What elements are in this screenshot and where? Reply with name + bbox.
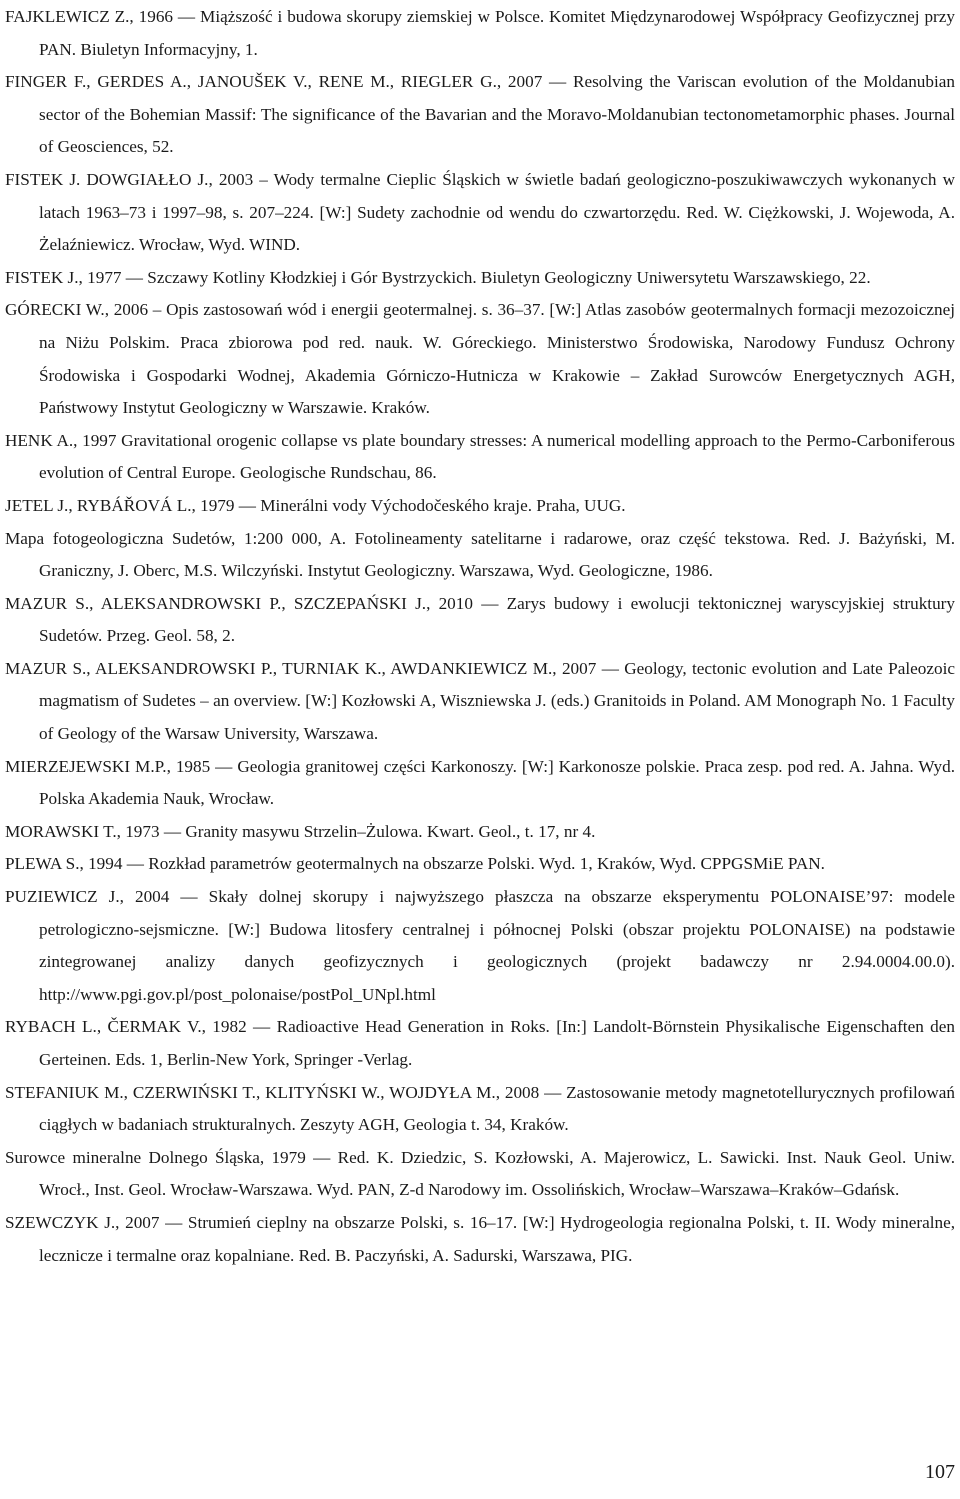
reference-entry: GÓRECKI W., 2006 – Opis zastosowań wód i energii geotermalnej. s. 36–37. [W:] Atlas zasobów geotermalnych formacji mezozoicznej na Niżu Polskim. Praca zbiorowa pod red. nauk. W. Góreckiego. Ministerstwo Środowiska, Narodowy Fundusz Ochrony Środowiska i Gospodarki Wodnej, Akademia Górniczo-Hutnicza w Krakowie – Zakład Surowców Energetycznych AGH, Państwowy Instytut Geologiczny w Warszawie. Kraków. <box>5 300 955 418</box>
reference-entry: PUZIEWICZ J., 2004 — Skały dolnej skorupy i najwyższego płaszcza na obszarze eksperymentu POLONAISE’97: modele petrologiczno-sejsmiczne. [W:] Budowa litosfery centralnej i północnej Polski (obszar projektu POLONAISE) na podstawie zintegrowanej analizy danych geofizycznych i geologicznych (projekt badawczy nr 2.94.0004.00.0). http://www.pgi.gov.pl/post_polonaise/postPol_UNpl.html <box>5 887 955 1004</box>
reference-entry: MAZUR S., ALEKSANDROWSKI P., SZCZEPAŃSKI J., 2010 — Zarys budowy i ewolucji tektonicznej waryscyjskiej struktury Sudetów. Przeg. Geol. 58, 2. <box>5 593 955 646</box>
reference-entry: PLEWA S., 1994 — Rozkład parametrów geotermalnych na obszarze Polski. Wyd. 1, Kraków, Wyd. CPPGSMiE PAN. <box>5 854 825 874</box>
reference-entry: Surowce mineralne Dolnego Śląska, 1979 — Red. K. Dziedzic, S. Kozłowski, A. Majerowicz, L. Sawicki. Inst. Nauk Geol. Uniw. Wrocł., Inst. Geol. Wrocław-Warszawa. Wyd. PAN, Z-d Narodowy im. Ossolińskich, Wrocław–Warszawa–Kraków–Gdańsk. <box>5 1147 955 1200</box>
page-number: 107 <box>925 1461 955 1483</box>
reference-list <box>5 1 955 1272</box>
reference-entry: Mapa fotogeologiczna Sudetów, 1:200 000, A. Fotolineamenty satelitarne i radarowe, oraz część tekstowa. Red. J. Bażyński, M. Graniczny, J. Oberc, M.S. Wilczyński. Instytut Geologiczny. Warszawa, Wyd. Geologiczne, 1986. <box>5 528 955 581</box>
reference-entry: FISTEK J., 1977 — Szczawy Kotliny Kłodzkiej i Gór Bystrzyckich. Biuletyn Geologiczny Uniwersytetu Warszawskiego, 22. <box>5 267 871 287</box>
reference-entry: RYBACH L., ČERMAK V., 1982 — Radioactive Head Generation in Roks. [In:] Landolt-Börnstein Physikalische Eigenschaften den Gerteinen. Eds. 1, Berlin-New York, Springer -Verlag. <box>5 1017 955 1069</box>
reference-entry: STEFANIUK M., CZERWIŃSKI T., KLITYŃSKI W., WOJDYŁA M., 2008 — Zastosowanie metody magnetotellurycznych profilowań ciągłych w badaniach strukturalnych. Zeszyty AGH, Geologia t. 34, Kraków. <box>5 1082 955 1135</box>
reference-entry: HENK A., 1997 Gravitational orogenic collapse vs plate boundary stresses: A numerical modelling approach to the Permo-Carboniferous evolution of Central Europe. Geologische Rundschau, 86. <box>5 430 955 483</box>
reference-entry: JETEL J., RYBÁŘOVÁ L., 1979 — Minerálni vody Východočeského kraje. Praha, UUG. <box>5 495 626 515</box>
reference-entry: SZEWCZYK J., 2007 — Strumień cieplny na obszarze Polski, s. 16–17. [W:] Hydrogeologia regionalna Polski, t. II. Wody mineralne, lecznicze i termalne oraz kopalniane. Red. B. Paczyński, A. Sadurski, Warszawa, PIG. <box>5 1212 955 1265</box>
reference-entry: FAJKLEWICZ Z., 1966 — Miąższość i budowa skorupy ziemskiej w Polsce. Komitet Międzynarodowej Współpracy Geofizycznej przy PAN. Biuletyn Informacyjny, 1. <box>5 7 955 59</box>
reference-entry: FISTEK J. DOWGIAŁŁO J., 2003 – Wody termalne Cieplic Śląskich w świetle badań geologiczno-poszukiwawczych wykonanych w latach 1963–73 i 1997–98, s. 207–224. [W:] Sudety zachodnie od wendu do czwartorzędu. Red. W. Ciężkowski, J. Wojewoda, A. Żelaźniewicz. Wrocław, Wyd. WIND. <box>5 169 955 255</box>
reference-entry: MIERZEJEWSKI M.P., 1985 — Geologia granitowej części Karkonoszy. [W:] Karkonosze polskie. Praca zesp. pod red. A. Jahna. Wyd. Polska Akademia Nauk, Wrocław. <box>5 756 955 809</box>
reference-entry: MORAWSKI T., 1973 — Granity masywu Strzelin–Żulowa. Kwart. Geol., t. 17, nr 4. <box>5 821 596 841</box>
reference-entry: FINGER F., GERDES A., JANOUŠEK V., RENE M., RIEGLER G., 2007 — Resolving the Variscan evolution of the Moldanubian sector of the Bohemian Massif: The significance of the Bavarian and the Moravo-Moldanubian tectonometamorphic phases. Journal of Geosciences, 52. <box>5 72 955 157</box>
reference-entry: MAZUR S., ALEKSANDROWSKI P., TURNIAK K., AWDANKIEWICZ M., 2007 — Geology, tectonic evolution and Late Paleozoic magmatism of Sudetes – an overview. [W:] Kozłowski A, Wiszniewska J. (eds.) Granitoids in Poland. AM Monograph No. 1 Faculty of Geology of the Warsaw University, Warszawa. <box>5 658 955 744</box>
